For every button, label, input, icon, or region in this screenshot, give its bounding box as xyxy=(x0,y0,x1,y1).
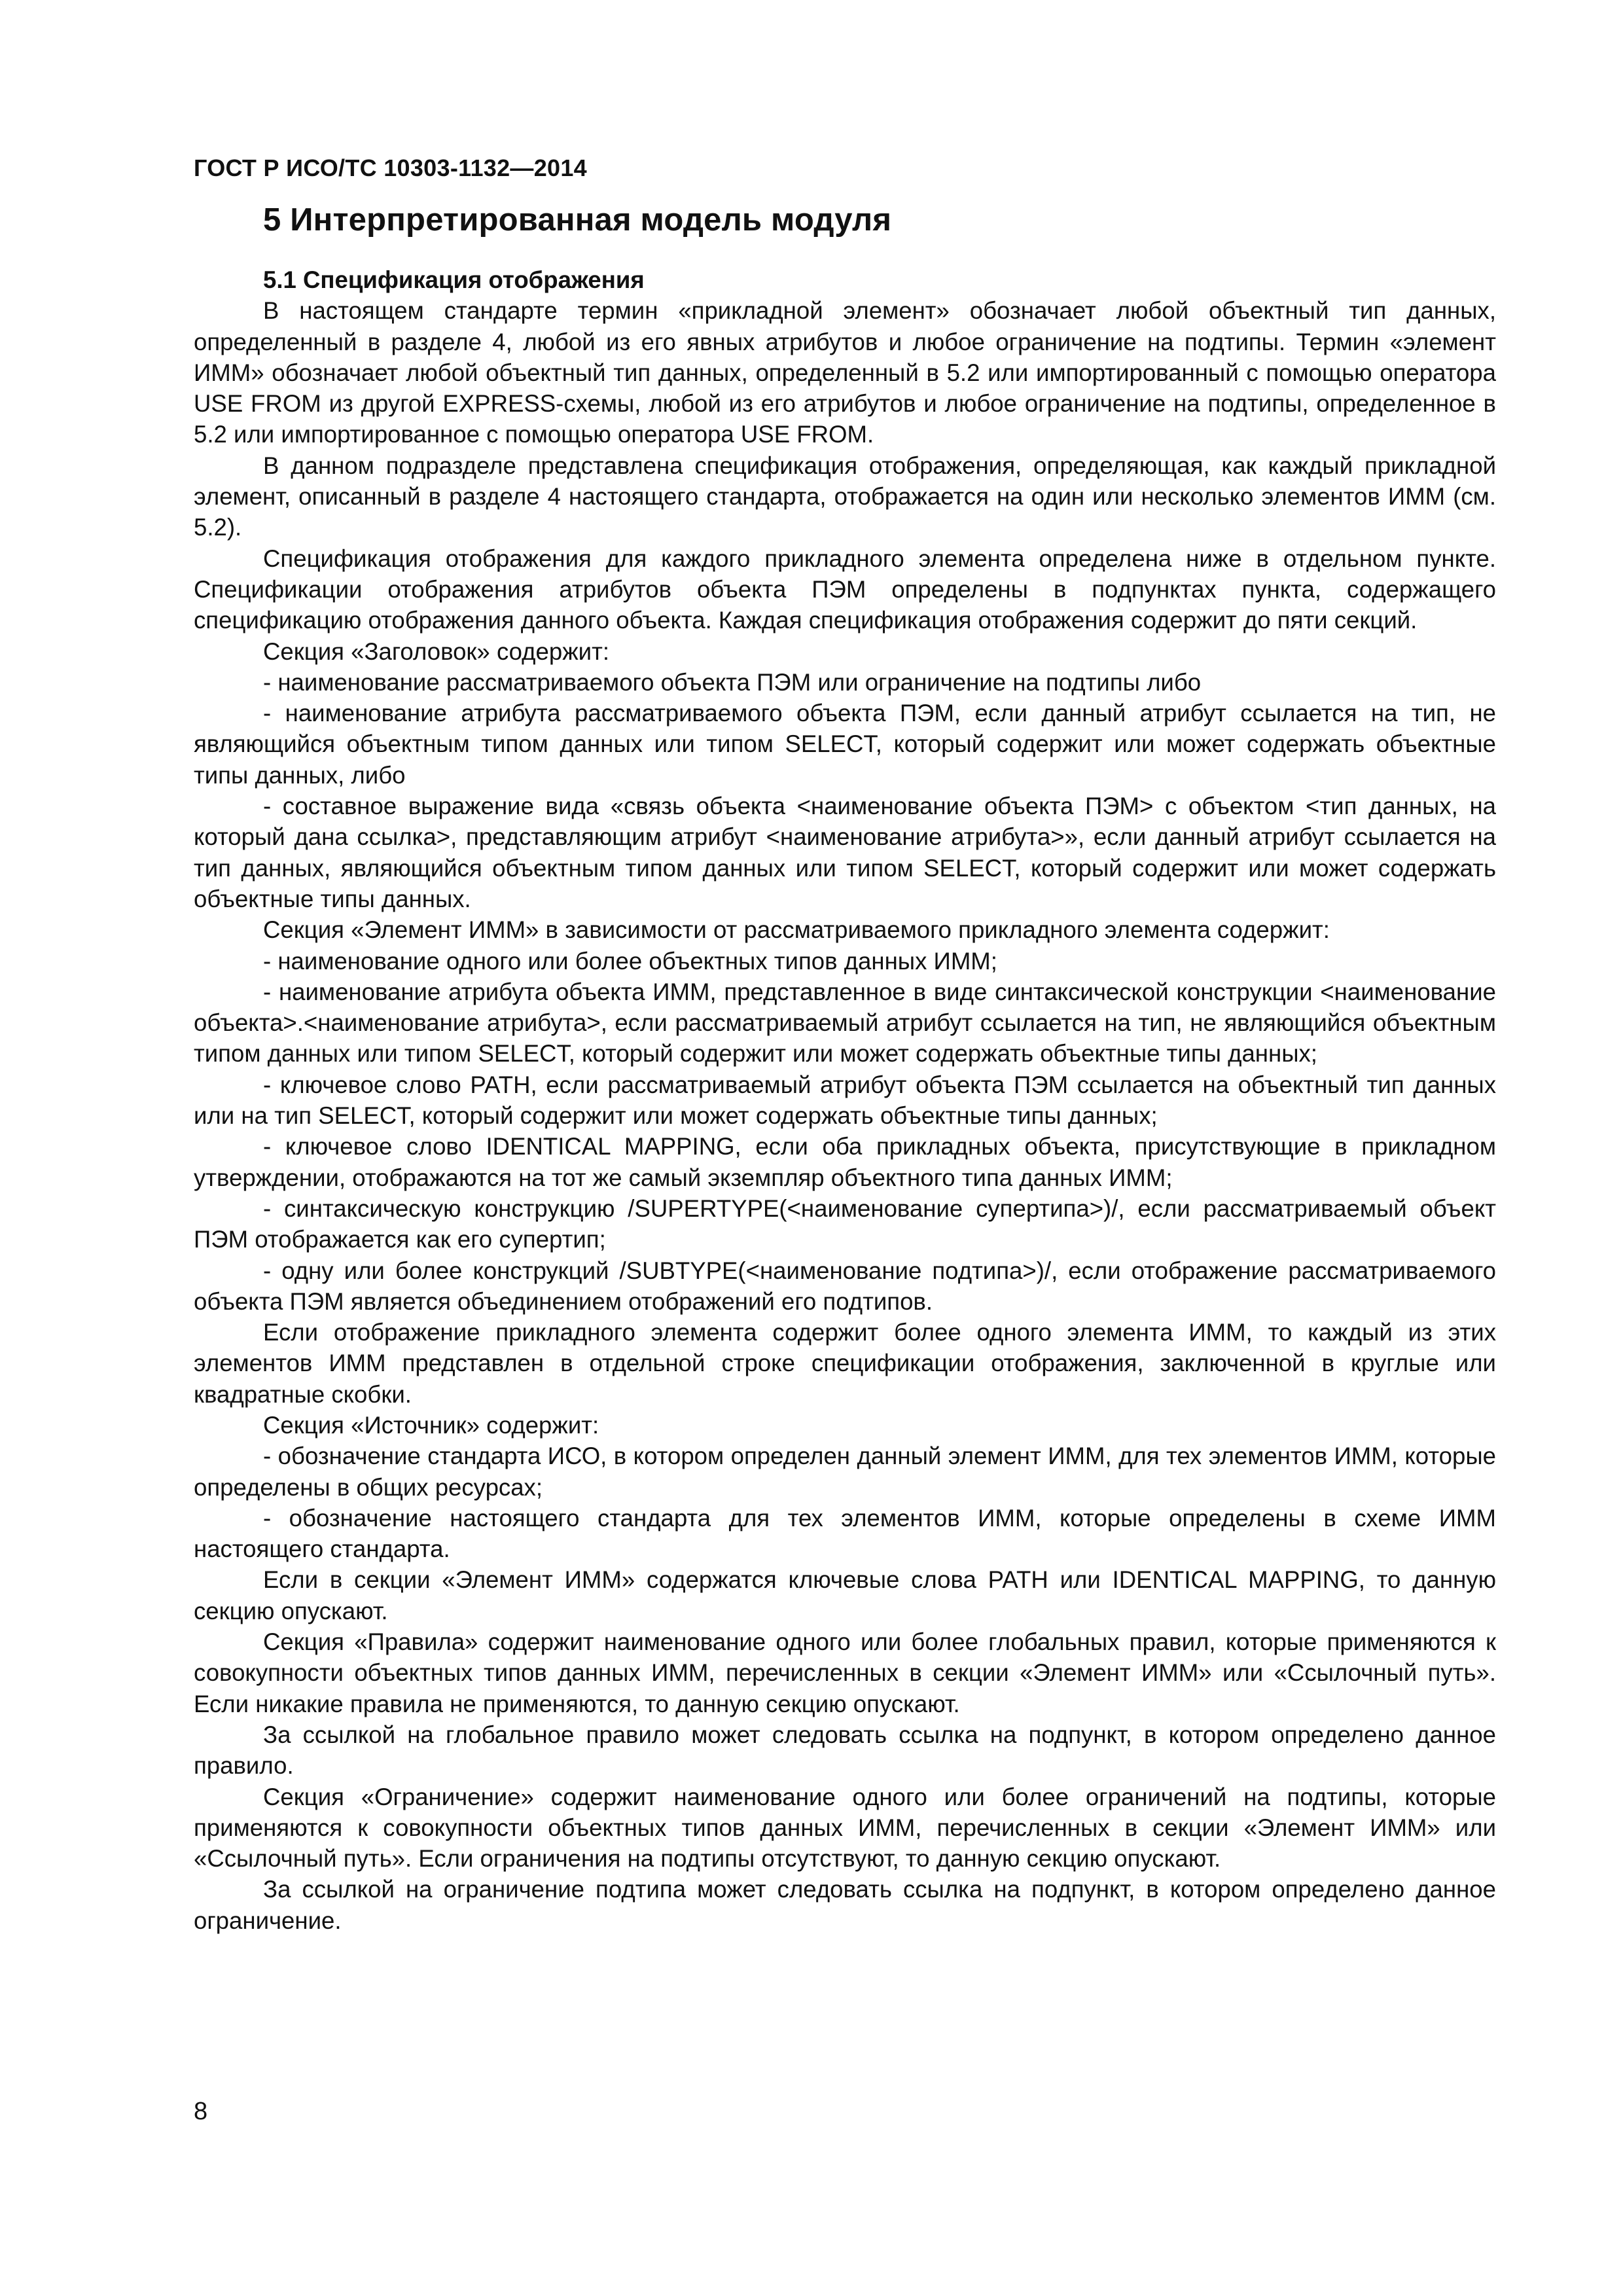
list-item: - составное выражение вида «связь объекта <наименование объекта ПЭМ> с объектом <тип данных, на который дана ссылка>, представляющим атрибут <наименование атрибута>», если данный атрибут ссылается на тип данных, являющийся объектным типом данных или типом SELECT, который содержит или может содержать объектные типы данных. xyxy=(194,793,1496,912)
document-code: ГОСТ Р ИСО/ТС 10303-1132—2014 xyxy=(194,154,587,181)
paragraph: В настоящем стандарте термин «прикладной элемент» обозначает любой объектный тип данных, определенный в разделе 4, любой из его явных атрибутов и любое ограничение на подтипы. Термин «элемент ИММ» обозначает любой объектный тип данных, определенный в 5.2 или импортированный с помощью оператора USE FROM из другой EXPRESS-схемы, любой из его атрибутов и любое ограничение на подтипы, определенное в 5.2 или импортированное с помощью оператора USE FROM. xyxy=(194,297,1496,448)
list-item: - наименование рассматриваемого объекта ПЭМ или ограничение на подтипы либо xyxy=(263,668,1202,696)
paragraph: Секция «Ограничение» содержит наименование одного или более ограничений на подтипы, которые применяются к совокупности объектных типов данных ИММ, перечисленных в секции «Элемент ИММ» или «Ссылочный путь». Если ограничения на подтипы отсутствуют, то данную секцию опускают. xyxy=(194,1783,1496,1873)
list-item: - обозначение стандарта ИСО, в котором определен данный элемент ИММ, для тех элементов ИММ, которые определены в общих ресурсах; xyxy=(194,1443,1496,1501)
page-number: 8 xyxy=(194,2098,208,2125)
list-item: - наименование атрибута объекта ИММ, представленное в виде синтаксической конструкции <наименование объекта>.<наименование атрибута>, если рассматриваемый атрибут ссылается на тип, не являющийся объектным типом данных или типом SELECT, который содержит или может содержать объектные типы данных; xyxy=(194,978,1496,1067)
paragraph: Секция «Правила» содержит наименование одного или более глобальных правил, которые применяются к совокупности объектных типов данных ИММ, перечисленных в секции «Элемент ИММ» или «Ссылочный путь». Если никакие правила не применяются, то данную секцию опускают. xyxy=(194,1628,1496,1717)
paragraph: Секция «Источник» содержит: xyxy=(263,1411,599,1439)
list-item: - наименование одного или более объектных типов данных ИММ; xyxy=(263,947,997,975)
paragraph: Секция «Элемент ИММ» в зависимости от рассматриваемого прикладного элемента содержит: xyxy=(263,916,1330,944)
body-text xyxy=(194,264,1496,1936)
section-title: 5 Интерпретированная модель модуля xyxy=(263,202,892,238)
paragraph: За ссылкой на ограничение подтипа может следовать ссылка на подпункт, в котором определено данное ограничение. xyxy=(194,1876,1496,1934)
list-item: - обозначение настоящего стандарта для тех элементов ИММ, которые определены в схеме ИММ настоящего стандарта. xyxy=(194,1504,1496,1563)
list-item: - одну или более конструкций /SUBTYPE(<наименование подтипа>)/, если отображение рассматриваемого объекта ПЭМ является объединением отображений его подтипов. xyxy=(194,1257,1496,1315)
paragraph: Если в секции «Элемент ИММ» содержатся ключевые слова PATH или IDENTICAL MAPPING, то данную секцию опускают. xyxy=(194,1566,1496,1624)
paragraph: Спецификация отображения для каждого прикладного элемента определена ниже в отдельном пункте. Спецификации отображения атрибутов объекта ПЭМ определены в подпунктах пункта, содержащего спецификацию отображения данного объекта. Каждая спецификация отображения содержит до пяти секций. xyxy=(194,545,1496,634)
list-item: - наименование атрибута рассматриваемого объекта ПЭМ, если данный атрибут ссылается на тип, не являющийся объектным типом данных или типом SELECT, который содержит или может содержать объектные типы данных, либо xyxy=(194,700,1496,789)
paragraph: За ссылкой на глобальное правило может следовать ссылка на подпункт, в котором определено данное правило. xyxy=(194,1721,1496,1780)
paragraph: В данном подразделе представлена спецификация отображения, определяющая, как каждый прикладной элемент, описанный в разделе 4 настоящего стандарта, отображается на один или несколько элементов ИММ (см. 5.2). xyxy=(194,452,1496,541)
paragraph: Секция «Заголовок» содержит: xyxy=(263,637,610,665)
subsection-title: 5.1 Спецификация отображения xyxy=(263,266,645,293)
paragraph: Если отображение прикладного элемента содержит более одного элемента ИММ, то каждый из этих элементов ИММ представлен в отдельной строке спецификации отображения, заключенной в круглые или квадратные скобки. xyxy=(194,1319,1496,1408)
list-item: - ключевое слово IDENTICAL MAPPING, если оба прикладных объекта, присутствующие в прикладном утверждении, отображаются на тот же самый экземпляр объектного типа данных ИММ; xyxy=(194,1133,1496,1191)
list-item: - ключевое слово PATH, если рассматриваемый атрибут объекта ПЭМ ссылается на объектный тип данных или на тип SELECT, который содержит или может содержать объектные типы данных; xyxy=(194,1071,1496,1130)
list-item: - синтаксическую конструкцию /SUPERTYPE(<наименование супертипа>)/, если рассматриваемый объект ПЭМ отображается как его супертип; xyxy=(194,1194,1496,1253)
